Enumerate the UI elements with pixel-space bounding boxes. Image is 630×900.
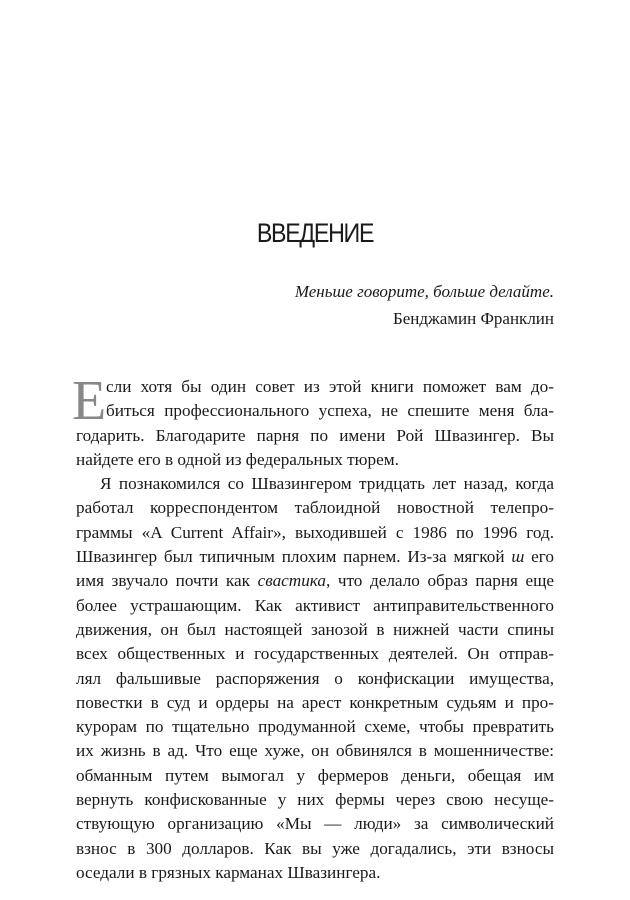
text-line: Я познакомился со Швазингером тридцать лет назад, когда xyxy=(100,474,554,494)
text-line: работал корреспондентом таблоидной новостной телепро- xyxy=(76,498,554,518)
text-line: годарить. Благодарите парня по имени Рой Швазингер. Вы xyxy=(76,425,554,445)
text-line: курорам по тщательно продуманной схеме, чтобы превратить xyxy=(76,717,554,737)
text-line: оседали в грязных карманах Швазингера. xyxy=(76,862,381,882)
emphasis-letter: ш xyxy=(511,547,525,567)
text-line: более устрашающим. Как активист антиправительственного xyxy=(76,595,554,615)
drop-cap: Е xyxy=(72,370,107,432)
text-line xyxy=(76,545,554,569)
epigraph xyxy=(295,278,554,332)
text-line xyxy=(76,569,554,593)
text-segment: его xyxy=(524,547,554,567)
text-line: лял фальшивые распоряжения о конфискации имущества, xyxy=(76,668,554,688)
text-line: ствующую организацию «Мы — люди» за символический xyxy=(76,814,554,834)
text-segment: имя звучало почти как xyxy=(76,571,258,591)
text-line: движения, он был настоящей занозой в нижней части спины xyxy=(76,619,554,639)
epigraph-quote: Меньше говорите, больше делайте. xyxy=(294,282,554,301)
text-line: всех общественных и государственных деятелей. Он отправ- xyxy=(76,644,554,664)
body-text xyxy=(72,370,554,885)
text-line: вернуть конфискованные у них фермы через свою несуще- xyxy=(76,790,554,810)
text-line: граммы «A Current Affair», выходившей с 1986 по 1996 год. xyxy=(76,522,554,542)
text-line: обманным путем вымогал у фермеров деньги, обещая им xyxy=(76,765,554,785)
text-line: взнос в 300 долларов. Как вы уже догадались, эти взносы xyxy=(76,838,554,858)
text-line: сли хотя бы один совет из этой книги поможет вам до- xyxy=(106,377,554,396)
text-line: биться профессионального успеха, не спешите меня бла- xyxy=(106,401,554,421)
paragraph-2 xyxy=(76,472,554,885)
text-segment: Швазингер был типичным плохим парнем. Из-за мягкой xyxy=(76,547,512,567)
epigraph-author: Бенджамин Франклин xyxy=(392,309,554,328)
chapter-title: ВВЕДЕНИЕ xyxy=(256,218,374,249)
text-line: найдете его в одной из федеральных тюрем. xyxy=(76,449,399,469)
text-line: их жизнь в ад. Что еще хуже, он обвинялся в мошенничестве: xyxy=(76,741,554,761)
text-line: повестки в суд и ордеры на арест конкретным судьям и про- xyxy=(76,692,554,712)
paragraph-1 xyxy=(72,370,554,472)
text-segment: , что делало образ парня еще xyxy=(326,571,554,591)
emphasis-word: свастика xyxy=(257,571,326,591)
